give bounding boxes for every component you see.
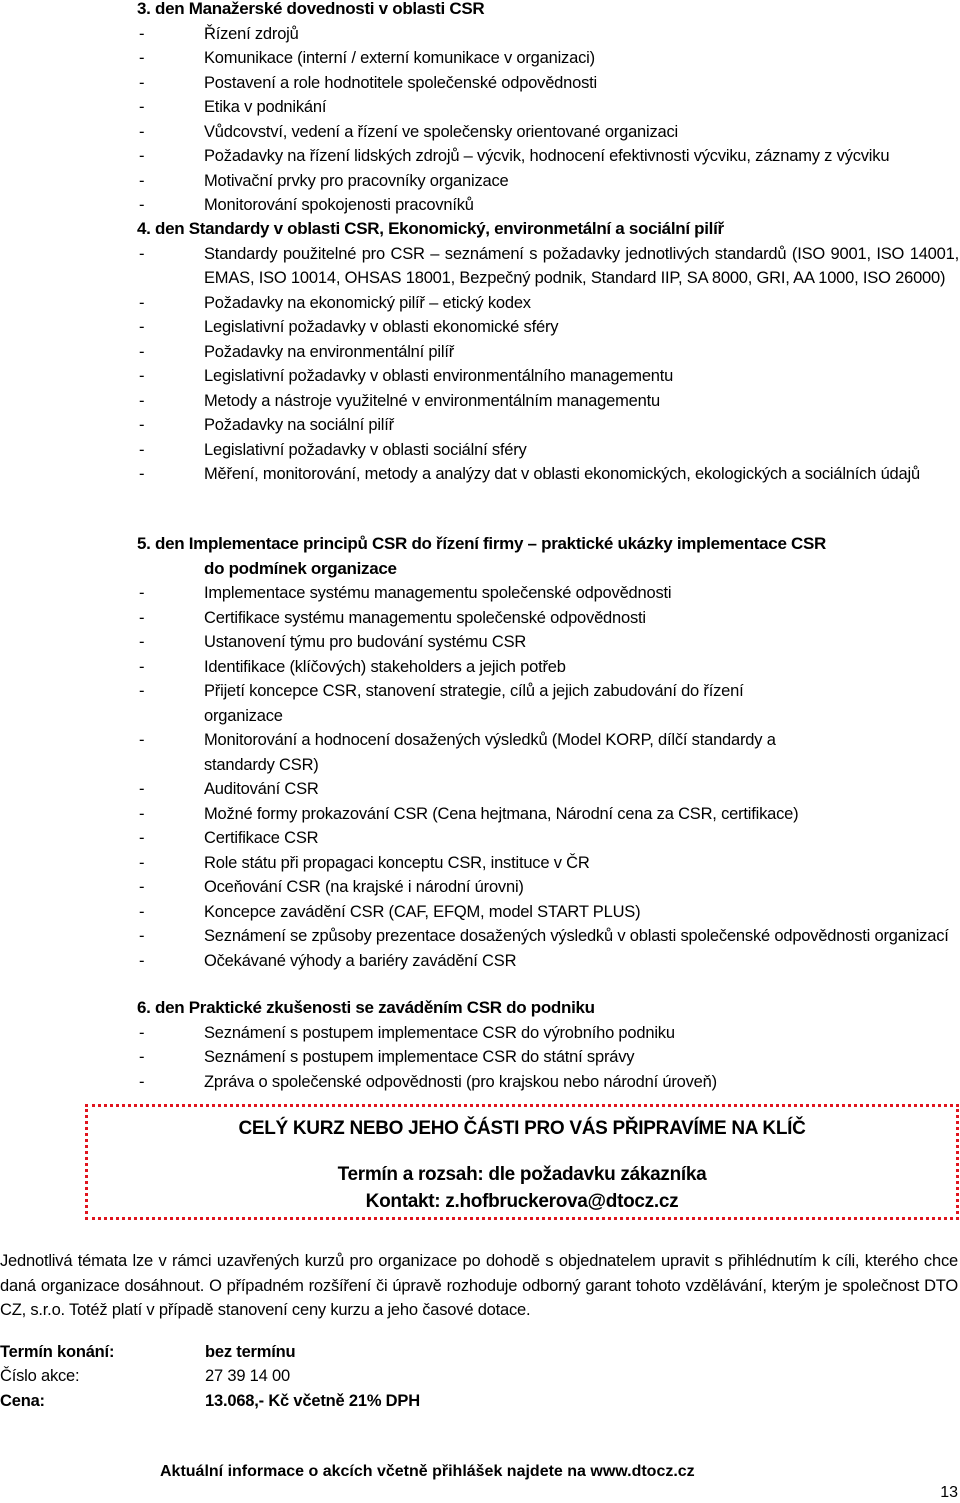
list-item: - Postavení a role hodnotitele společenské odpovědnosti [137,71,959,96]
dash: - [139,731,145,749]
action-label: Číslo akce: [0,1367,80,1385]
dash: - [139,49,145,67]
dash: - [139,927,145,945]
list-item: - Zpráva o společenské odpovědnosti (pro krajskou nebo národní úroveň) [137,1070,959,1095]
list-item: - Očekávané výhody a bariéry zavádění CSR [137,949,959,974]
day5-heading-continued: do podmínek organizace [204,558,397,578]
list-item: - Monitorování spokojenosti pracovníků [137,193,959,218]
day6-heading: 6. den Praktické zkušenosti se zaváděním CSR do podniku [137,998,595,1017]
dash: - [139,244,145,263]
dash: - [139,829,145,847]
dash: - [139,24,145,43]
dash: - [139,951,145,970]
dash: - [139,853,145,872]
term-label: Termín konání: [0,1343,115,1361]
list-item: - Legislativní požadavky v oblasti environmentálního managementu [137,364,959,389]
list-item: - Komunikace (interní / externí komunikace v organizaci) [137,46,959,71]
list-item: - Seznámení s postupem implementace CSR do státní správy [137,1045,959,1070]
list-item: - Metody a nástroje využitelné v environmentálním managementu [137,389,959,414]
note-paragraph: Jednotlivá témata lze v rámci uzavřených kurzů pro organizace po dohodě s objednatelem upravit s přihlédnutím k cíli, kterého chce daná organizace dosáhnout. O případném rozšíření či úpravě rozhoduje odborný garant tohoto vzdělávání, kterým je společnost DTO CZ, s.r.o. Totéž platí v případě stanovení ceny kurzu a jeho časové dotace. [0,1252,958,1319]
dash: - [139,171,145,190]
dash: - [139,196,145,214]
list-item: - Implementace systému managementu společenské odpovědnosti [137,581,959,606]
list-item: - Požadavky na ekonomický pilíř – etický kodex [137,291,959,316]
dash: - [139,1023,145,1042]
list-item: - Přijetí koncepce CSR, stanovení strategie, cílů a jejich zabudování do řízení organizace [137,679,824,728]
price-label: Cena: [0,1392,45,1410]
list-item: - Seznámení s postupem implementace CSR do výrobního podniku [137,1021,959,1046]
day3-section [137,0,959,218]
dash: - [139,633,145,651]
dash: - [139,391,145,410]
footer: Aktuální informace o akcích včetně přihlášek najdete na www.dtocz.cz [160,1463,695,1480]
day6-section [137,996,959,1094]
day3-heading: 3. den Manažerské dovednosti v oblasti CSR [137,0,485,18]
list-item: - Etika v podnikání [137,95,959,120]
highlight-contact: Kontakt: z.hofbruckerova@dtocz.cz [365,1191,679,1212]
day4-section [137,217,959,487]
action-value: 27 39 14 00 [205,1367,290,1385]
list-item: - Požadavky na sociální pilíř [137,413,959,438]
dash: - [139,608,145,627]
dash: - [139,657,145,676]
term-value: bez termínu [205,1343,296,1361]
dash: - [139,902,145,921]
page-number: 13 [940,1484,958,1501]
list-item: - Certifikace CSR [137,826,959,851]
list-item: - Auditování CSR [137,777,959,802]
list-item: - Certifikace systému managementu společenské odpovědnosti [137,606,959,631]
dash: - [139,147,145,165]
dash: - [139,780,145,798]
list-item: - Motivační prvky pro pracovníky organizace [137,169,959,194]
day5-heading: 5. den Implementace principů CSR do řízení firmy – praktické ukázky implementace CSR [137,534,827,553]
dash: - [139,584,145,602]
dash: - [139,73,145,92]
list-item: - Měření, monitorování, metody a analýzy dat v oblasti ekonomických, ekologických a sociálních údajů [137,462,959,487]
day5-section [137,532,959,973]
dash: - [139,1048,145,1066]
list-item: - Standardy použitelné pro CSR – seznámení s požadavky jednotlivých standardů (ISO 9001, ISO 14001, EMAS, ISO 10014, OHSAS 18001, Bezpečný podnik, Standard IIP, SA 8000, GRI, AA 1000, ISO 26000) [137,242,959,291]
dash: - [139,318,145,336]
dash: - [139,440,145,459]
list-item: - Role státu při propagaci konceptu CSR, instituce v ČR [137,851,959,876]
dash: - [139,416,145,434]
dash: - [139,804,145,823]
list-item: - Identifikace (klíčových) stakeholders a jejich potřeb [137,655,959,680]
list-item: - Legislativní požadavky v oblasti ekonomické sféry [137,315,959,340]
list-item: - Řízení zdrojů [137,22,959,47]
dash: - [139,682,145,700]
dash: - [139,878,145,896]
dash: - [139,367,145,385]
list-item: - Monitorování a hodnocení dosažených výsledků (Model KORP, dílčí standardy a standardy CSR) [137,728,844,777]
dash: - [139,293,145,312]
list-item: - Seznámení se způsoby prezentace dosažených výsledků v oblasti společenské odpovědnosti organizací [137,924,959,949]
list-item: - Koncepce zavádění CSR (CAF, EFQM, model START PLUS) [137,900,959,925]
dash: - [139,1072,145,1091]
day4-heading: 4. den Standardy v oblasti CSR, Ekonomický, environmetální a sociální pilíř [137,219,724,238]
price-value: 13.068,- Kč včetně 21% DPH [205,1392,420,1410]
list-item: - Ustanovení týmu pro budování systému CSR [137,630,959,655]
dash: - [139,342,145,361]
highlight-box [85,1104,959,1220]
list-item: - Vůdcovství, vedení a řízení ve společensky orientované organizaci [137,120,959,145]
list-item: - Požadavky na environmentální pilíř [137,340,959,365]
list-item: - Legislativní požadavky v oblasti sociální sféry [137,438,959,463]
list-item: - Požadavky na řízení lidských zdrojů – výcvik, hodnocení efektivnosti výcviku, záznamy z výcviku [137,144,959,169]
list-item: - Možné formy prokazování CSR (Cena hejtmana, Národní cena za CSR, certifikace) [137,802,959,827]
dash: - [139,465,145,483]
list-item: - Oceňování CSR (na krajské i národní úrovni) [137,875,959,900]
dash: - [139,98,145,116]
highlight-term: Termín a rozsah: dle požadavku zákazníka [337,1164,707,1185]
dash: - [139,122,145,141]
highlight-title: CELÝ KURZ NEBO JEHO ČÁSTI PRO VÁS PŘIPRAVÍME NA KLÍČ [238,1118,806,1139]
